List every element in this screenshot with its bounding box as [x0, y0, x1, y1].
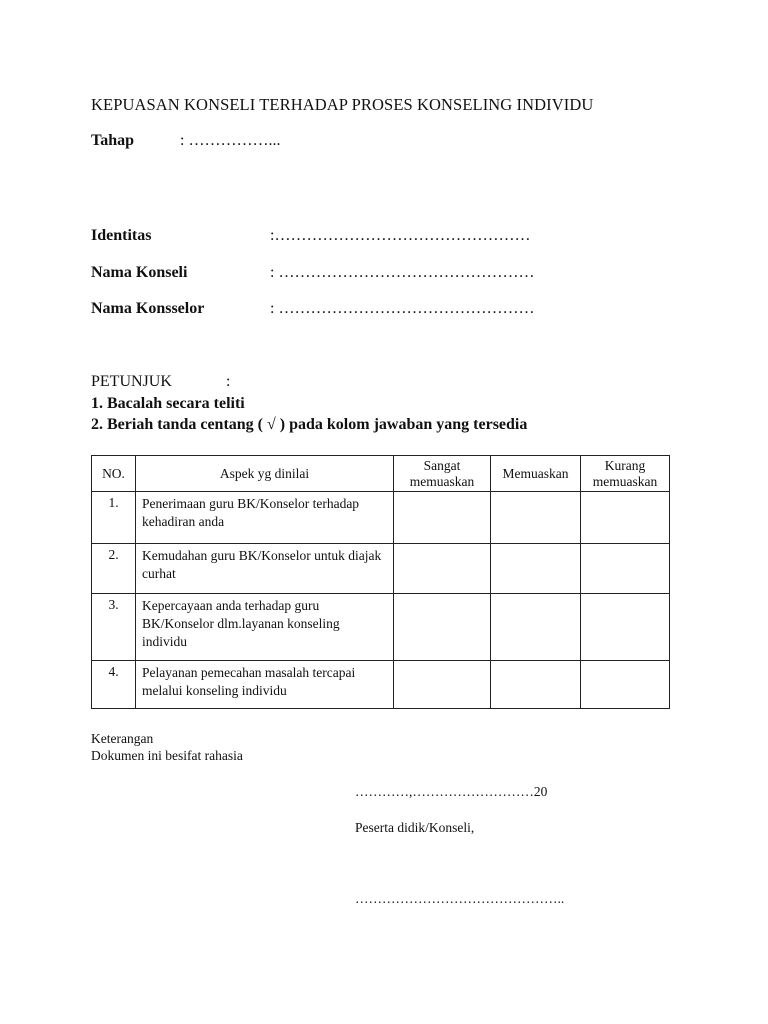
row-number: 4. [92, 661, 136, 709]
row-aspek: Kemudahan guru BK/Konselor untuk diajak curhat [136, 544, 394, 594]
row-number: 1. [92, 492, 136, 544]
tahap-label: Tahap [91, 132, 134, 149]
answer-cell-kurang-memuaskan[interactable] [581, 544, 670, 594]
header-sangat-line1: Sangat [423, 457, 461, 473]
header-no: NO. [92, 456, 136, 492]
answer-cell-memuaskan[interactable] [491, 544, 581, 594]
petunjuk-item-2: 2. Beriah tanda centang ( √ ) pada kolom jawaban yang tersedia [91, 416, 528, 433]
petunjuk-item-1: 1. Bacalah secara teliti [91, 395, 245, 412]
row-number: 2. [92, 544, 136, 594]
header-kurang-line1: Kurang [604, 457, 646, 473]
nama-konseli-label: Nama Konseli [91, 264, 188, 281]
answer-cell-sangat-memuaskan[interactable] [394, 661, 491, 709]
identitas-value: :………………………………………… [270, 227, 531, 244]
table-row [92, 544, 670, 594]
petunjuk-colon: : [226, 373, 231, 390]
row-number: 3. [92, 594, 136, 661]
answer-cell-kurang-memuaskan[interactable] [581, 594, 670, 661]
keterangan-label: Keterangan [91, 731, 154, 746]
identitas-label: Identitas [91, 227, 152, 244]
signature-name-line: ……………………………………….. [355, 891, 565, 906]
table-row [92, 594, 670, 661]
header-sangat-memuaskan [394, 456, 491, 492]
row-aspek: Penerimaan guru BK/Konselor terhadap kehadiran anda [136, 492, 394, 544]
header-memuaskan: Memuaskan [491, 456, 581, 492]
table-row [92, 661, 670, 709]
nama-konselor-label: Nama Konsselor [91, 300, 205, 317]
answer-cell-sangat-memuaskan[interactable] [394, 492, 491, 544]
table-row [92, 492, 670, 544]
keterangan-text: Dokumen ini besifat rahasia [91, 748, 243, 763]
table-header-row [92, 456, 670, 492]
page-title: KEPUASAN KONSELI TERHADAP PROSES KONSELING INDIVIDU [91, 95, 594, 114]
answer-cell-sangat-memuaskan[interactable] [394, 594, 491, 661]
answer-cell-memuaskan[interactable] [491, 594, 581, 661]
row-aspek: Kepercayaan anda terhadap guru BK/Konselor dlm.layanan konseling individu [136, 594, 394, 661]
row-aspek: Pelayanan pemecahan masalah tercapai melalui konseling individu [136, 661, 394, 709]
tahap-value: : ……………... [180, 132, 281, 149]
answer-cell-memuaskan[interactable] [491, 661, 581, 709]
header-kurang-line2: memuaskan [592, 473, 658, 489]
answer-cell-memuaskan[interactable] [491, 492, 581, 544]
answer-cell-kurang-memuaskan[interactable] [581, 492, 670, 544]
header-aspek: Aspek yg dinilai [136, 456, 394, 492]
answer-cell-sangat-memuaskan[interactable] [394, 544, 491, 594]
answer-cell-kurang-memuaskan[interactable] [581, 661, 670, 709]
header-sangat-line2: memuaskan [409, 473, 475, 489]
signature-role: Peserta didik/Konseli, [355, 820, 475, 835]
nama-konseli-value: : ………………………………………… [270, 264, 535, 281]
nama-konselor-value: : ………………………………………… [270, 300, 535, 317]
header-kurang-memuaskan [581, 456, 670, 492]
petunjuk-label: PETUNJUK [91, 373, 172, 390]
signature-date-line: …………,………………………20 [355, 784, 548, 799]
evaluation-table [91, 455, 670, 709]
